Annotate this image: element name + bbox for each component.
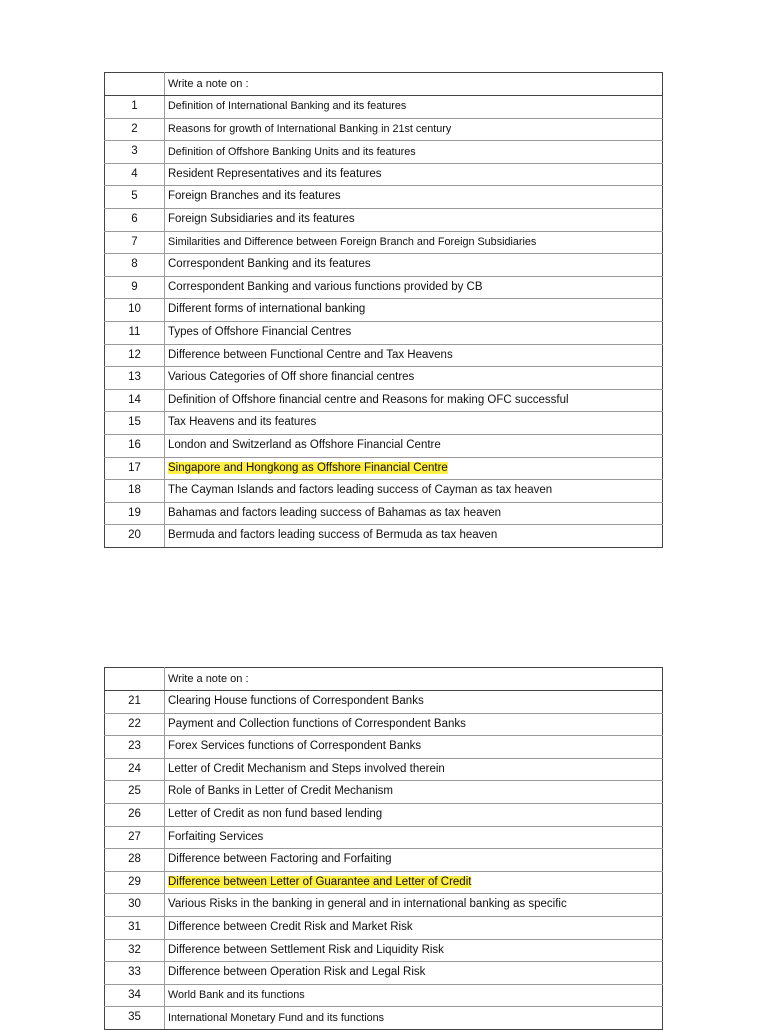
table-row: [105, 389, 663, 412]
row-number: 4: [105, 163, 165, 186]
row-text: Definition of International Banking and its features: [165, 96, 663, 119]
table-row: [105, 984, 663, 1007]
table-row: [105, 713, 663, 736]
row-number: 17: [105, 457, 165, 480]
row-text: Tax Heavens and its features: [165, 412, 663, 435]
row-text: Correspondent Banking and its features: [165, 254, 663, 277]
header-cell: Write a note on :: [165, 668, 663, 691]
row-text: Various Categories of Off shore financial centres: [165, 367, 663, 390]
row-number: 19: [105, 502, 165, 525]
row-number: 9: [105, 276, 165, 299]
row-number: 31: [105, 916, 165, 939]
row-text: Letter of Credit Mechanism and Steps involved therein: [165, 758, 663, 781]
row-text: World Bank and its functions: [165, 984, 663, 1007]
row-text: Types of Offshore Financial Centres: [165, 321, 663, 344]
table-row: [105, 186, 663, 209]
table-row: [105, 299, 663, 322]
table-row: [105, 208, 663, 231]
table-row: [105, 691, 663, 714]
number-header-cell: [105, 668, 165, 691]
row-text: Difference between Factoring and Forfaiting: [165, 849, 663, 872]
row-text: Foreign Branches and its features: [165, 186, 663, 209]
table-row: [105, 141, 663, 164]
table-row: [105, 344, 663, 367]
row-number: 22: [105, 713, 165, 736]
row-text: Difference between Settlement Risk and Liquidity Risk: [165, 939, 663, 962]
table-row: [105, 849, 663, 872]
row-number: 12: [105, 344, 165, 367]
row-number: 25: [105, 781, 165, 804]
table-row: [105, 163, 663, 186]
table-row: [105, 118, 663, 141]
table-row: [105, 871, 663, 894]
table-row: [105, 96, 663, 119]
number-header-cell: [105, 73, 165, 96]
table-row: [105, 758, 663, 781]
highlighted-text: Singapore and Hongkong as Offshore Financial Centre: [168, 461, 448, 474]
table-row: [105, 367, 663, 390]
table-row: [105, 781, 663, 804]
header-cell: Write a note on :: [165, 73, 663, 96]
table-row: [105, 736, 663, 759]
table-header-row: [105, 73, 663, 96]
row-number: 8: [105, 254, 165, 277]
row-text: Definition of Offshore Banking Units and its features: [165, 141, 663, 164]
row-text: Clearing House functions of Correspondent Banks: [165, 691, 663, 714]
row-number: 2: [105, 118, 165, 141]
row-text: Definition of Offshore financial centre and Reasons for making OFC successful: [165, 389, 663, 412]
row-text: Reasons for growth of International Banking in 21st century: [165, 118, 663, 141]
table-row: [105, 412, 663, 435]
table-row: [105, 826, 663, 849]
row-text: Payment and Collection functions of Correspondent Banks: [165, 713, 663, 736]
row-number: 21: [105, 691, 165, 714]
table-row: [105, 502, 663, 525]
row-number: 35: [105, 1007, 165, 1030]
table-row: [105, 894, 663, 917]
row-number: 20: [105, 525, 165, 548]
row-text: Correspondent Banking and various functions provided by CB: [165, 276, 663, 299]
row-number: 29: [105, 871, 165, 894]
table-row: [105, 939, 663, 962]
row-text: Resident Representatives and its features: [165, 163, 663, 186]
row-number: 13: [105, 367, 165, 390]
row-text: London and Switzerland as Offshore Financial Centre: [165, 434, 663, 457]
row-number: 33: [105, 962, 165, 985]
row-text: Similarities and Difference between Foreign Branch and Foreign Subsidiaries: [165, 231, 663, 254]
table-row: [105, 254, 663, 277]
row-number: 32: [105, 939, 165, 962]
row-number: 5: [105, 186, 165, 209]
row-text: Letter of Credit as non fund based lending: [165, 803, 663, 826]
row-text: Foreign Subsidiaries and its features: [165, 208, 663, 231]
row-number: 6: [105, 208, 165, 231]
table-row: [105, 321, 663, 344]
table-header-row: [105, 668, 663, 691]
table-row: [105, 962, 663, 985]
table-row: [105, 434, 663, 457]
row-text: Bermuda and factors leading success of Bermuda as tax heaven: [165, 525, 663, 548]
table-row: [105, 480, 663, 503]
row-text: Role of Banks in Letter of Credit Mechanism: [165, 781, 663, 804]
row-number: 18: [105, 480, 165, 503]
row-text: International Monetary Fund and its functions: [165, 1007, 663, 1030]
row-number: 7: [105, 231, 165, 254]
row-text: Difference between Operation Risk and Legal Risk: [165, 962, 663, 985]
row-text: Different forms of international banking: [165, 299, 663, 322]
row-number: 16: [105, 434, 165, 457]
row-text: Difference between Functional Centre and Tax Heavens: [165, 344, 663, 367]
row-number: 27: [105, 826, 165, 849]
questions-table-2: [104, 667, 663, 1030]
highlighted-text: Difference between Letter of Guarantee and Letter of Credit: [168, 875, 472, 888]
row-text: Various Risks in the banking in general and in international banking as specific: [165, 894, 663, 917]
row-number: 24: [105, 758, 165, 781]
row-number: 23: [105, 736, 165, 759]
row-text: Forfaiting Services: [165, 826, 663, 849]
table-row: [105, 916, 663, 939]
table-row: [105, 276, 663, 299]
table-row: [105, 1007, 663, 1030]
row-number: 30: [105, 894, 165, 917]
row-text: Bahamas and factors leading success of Bahamas as tax heaven: [165, 502, 663, 525]
table-row: [105, 231, 663, 254]
row-number: 34: [105, 984, 165, 1007]
row-text: Forex Services functions of Correspondent Banks: [165, 736, 663, 759]
row-number: 15: [105, 412, 165, 435]
row-text: The Cayman Islands and factors leading success of Cayman as tax heaven: [165, 480, 663, 503]
row-number: 11: [105, 321, 165, 344]
row-number: 1: [105, 96, 165, 119]
row-number: 3: [105, 141, 165, 164]
row-text-highlighted: [165, 871, 663, 894]
row-text-highlighted: [165, 457, 663, 480]
table-row: [105, 525, 663, 548]
row-number: 26: [105, 803, 165, 826]
table-row: [105, 457, 663, 480]
row-number: 28: [105, 849, 165, 872]
table-row: [105, 803, 663, 826]
row-number: 14: [105, 389, 165, 412]
row-number: 10: [105, 299, 165, 322]
row-text: Difference between Credit Risk and Market Risk: [165, 916, 663, 939]
questions-table-1: [104, 72, 663, 548]
